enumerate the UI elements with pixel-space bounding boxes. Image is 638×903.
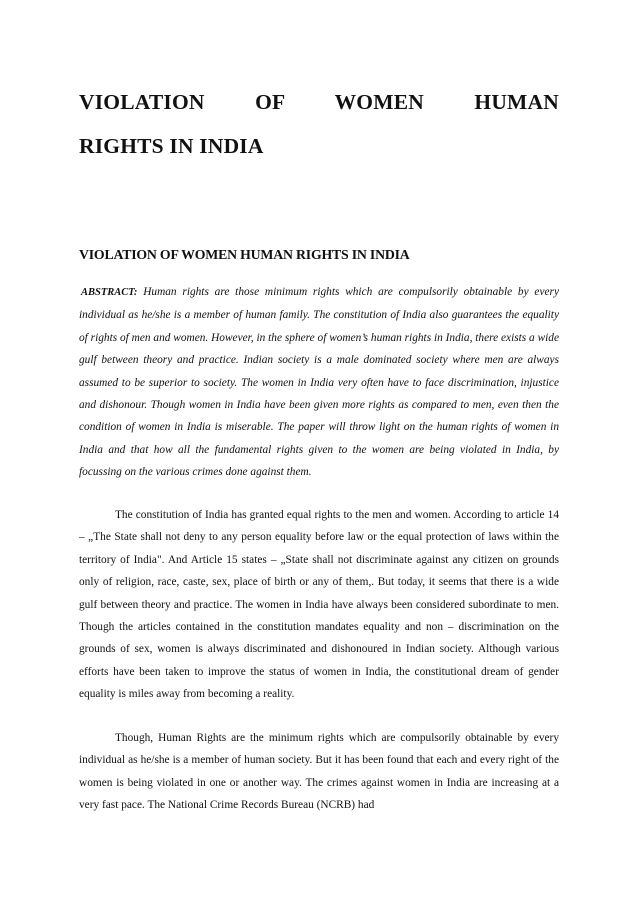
abstract-text: Human rights are those minimum rights which are compulsorily obtainable by every individual as he/she is a member of human family. The constitution of India also guarantees the equality of rights of men and women. However, in the sphere of women’s human rights in India, there exists a wide gulf between theory and practice. Indian society is a male dominated society where men are always assumed to be superior to society. The women in India very often have to face discrimination, injustice and dishonour. Though women in India have been given more rights as compared to men, even then the condition of women in India is miserable. The paper will throw light on the human rights of women in India and that how all the fundamental rights given to the women are being violated in India, by focussing on the various crimes done against them. (79, 286, 559, 479)
abstract-label: ABSTRACT: (81, 287, 138, 298)
document-title-line-1: VIOLATION OF WOMEN HUMAN (79, 90, 559, 114)
document-title (79, 80, 559, 168)
section-heading: VIOLATION OF WOMEN HUMAN RIGHTS IN INDIA (79, 247, 410, 262)
abstract-paragraph (79, 281, 559, 484)
body-paragraph-1: The constitution of India has granted equal rights to the men and women. According to article 14 – „The State shall not deny to any person equality before law or the equal protection of laws within the territory of India". And Article 15 states – „State shall not discriminate against any citizen on grounds only of religion, race, caste, sex, place of birth or any of them,. But today, it seems that there is a wide gulf between theory and practice. The women in India have always been considered subordinate to men. Though the articles contained in the constitution mandates equality and non – discrimination on the grounds of sex, women is always discriminated and dishonoured in Indian society. Although various efforts have been taken to improve the status of women in India, the constitutional dream of gender equality is miles away from becoming a reality. (79, 509, 559, 701)
body-paragraph-2: Though, Human Rights are the minimum rights which are compulsorily obtainable by every individual as he/she is a member of human society. But it has been found that each and every right of the women is being violated in one or another way. The crimes against women in India are increasing at a very fast pace. The National Crime Records Bureau (NCRB) had (79, 732, 559, 812)
document-title-line-2: RIGHTS IN INDIA (79, 134, 264, 158)
